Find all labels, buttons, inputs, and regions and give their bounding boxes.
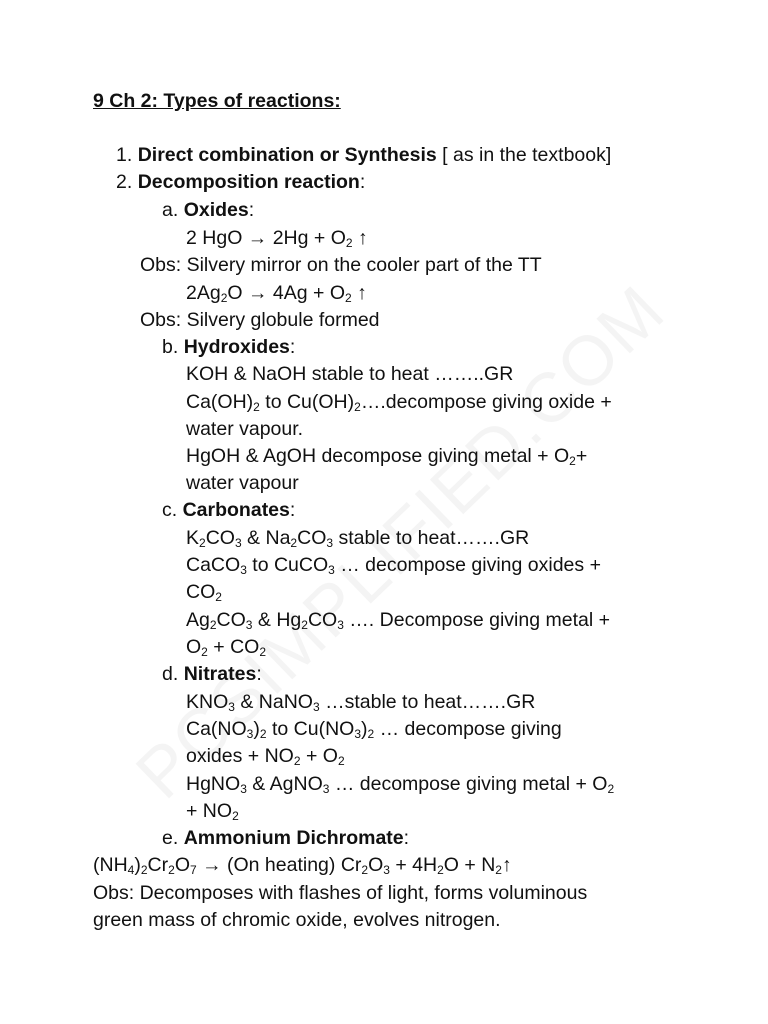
item-number: 2.: [116, 171, 133, 193]
text-part: + NO: [186, 800, 233, 822]
equation-text: O: [174, 854, 190, 876]
subscript: 2: [140, 863, 148, 877]
text-part: Ca(NO: [186, 718, 247, 740]
equation-text: → (On heating) Cr: [196, 854, 362, 876]
equation-text: ↑: [501, 854, 512, 876]
text-part: CO: [186, 581, 216, 603]
subscript: 2: [301, 618, 308, 632]
text-part: … decompose giving: [374, 718, 562, 740]
text-part: HgNO: [186, 773, 241, 795]
subitem-letter: b.: [162, 336, 179, 358]
text-part: CO: [307, 609, 338, 631]
text-line: water vapour: [186, 472, 299, 494]
subitem-carbonates: [162, 498, 295, 522]
subscript: 3: [328, 563, 335, 577]
text-part: ): [253, 718, 260, 740]
subscript: 4: [127, 863, 135, 877]
text-line: [186, 772, 614, 796]
equation-text: ↑: [351, 282, 367, 304]
subitem-oxides: [162, 198, 254, 222]
subitem-letter: c.: [162, 499, 178, 521]
subscript: 2: [290, 536, 298, 550]
subscript: 2: [367, 727, 375, 741]
subitem-colon: :: [248, 199, 255, 221]
text-line: [186, 580, 222, 604]
subscript: 2: [215, 590, 222, 604]
item-heading: Decomposition reaction: [137, 171, 360, 193]
subscript: 2: [232, 809, 239, 823]
text-part: ): [361, 718, 368, 740]
equation-text: 2Ag: [186, 282, 221, 304]
text-line: [186, 444, 587, 468]
text-part: K: [186, 527, 200, 549]
equation-text: O: [368, 854, 384, 876]
subscript: 3: [240, 563, 247, 577]
text-part: CO: [297, 527, 327, 549]
equation-text: (NH: [93, 854, 128, 876]
text-part: & AgNO: [246, 773, 323, 795]
text-part: Ca(OH): [186, 391, 254, 413]
subscript: 2: [569, 454, 576, 468]
text-line: [186, 608, 610, 632]
text-line: [186, 635, 266, 659]
subscript: 2: [220, 291, 228, 305]
subitem-hydroxides: [162, 335, 295, 359]
text-part: oxides + NO: [186, 745, 294, 767]
list-item-synthesis: [116, 143, 611, 167]
text-part: +: [575, 445, 588, 467]
subscript: 7: [189, 863, 197, 877]
text-part: + O: [300, 745, 338, 767]
text-part: Ag: [186, 609, 210, 631]
subscript: 3: [228, 700, 235, 714]
page-title: 9 Ch 2: Types of reactions:: [93, 90, 341, 112]
subitem-letter: d.: [162, 663, 179, 685]
text-part: …stable to heat…….GR: [319, 691, 536, 713]
text-line: water vapour.: [186, 418, 304, 440]
item-number: 1.: [116, 144, 133, 166]
subscript: 3: [354, 727, 362, 741]
text-part: CO: [205, 527, 235, 549]
subscript: 2: [199, 536, 206, 550]
subitem-heading: Oxides: [183, 199, 249, 221]
equation-text: + 4H: [389, 854, 438, 876]
subscript: 2: [607, 782, 615, 796]
subscript: 2: [253, 400, 260, 414]
item-heading: Direct combination or Synthesis: [137, 144, 437, 166]
text-part: KNO: [186, 691, 229, 713]
subitem-colon: :: [289, 336, 296, 358]
subitem-nitrates: [162, 662, 262, 686]
text-part: CO: [216, 609, 246, 631]
equation-text: 2 HgO → 2Hg + O: [186, 227, 346, 249]
subitem-letter: e.: [162, 827, 179, 849]
subscript: 2: [337, 754, 345, 768]
subscript: 3: [234, 536, 242, 550]
text-part: to CuCO: [246, 554, 329, 576]
subitem-colon: :: [256, 663, 262, 685]
text-part: to Cu(OH): [259, 391, 355, 413]
subscript: 2: [354, 400, 361, 414]
subitem-colon: :: [403, 827, 410, 849]
subitem-colon: :: [289, 499, 296, 521]
subitem-heading: Ammonium Dichromate: [183, 827, 404, 849]
text-line: [186, 799, 239, 823]
text-part: … decompose giving oxides +: [334, 554, 601, 576]
subscript: 2: [259, 645, 267, 659]
text-line: [186, 553, 601, 577]
text-line: [186, 690, 535, 714]
subscript: 2: [293, 754, 301, 768]
subscript: 3: [383, 863, 390, 877]
text-part: O: [186, 636, 202, 658]
text-part: to Cu(NO: [266, 718, 355, 740]
text-part: ….decompose giving oxide +: [360, 391, 612, 413]
equation-text: Cr: [147, 854, 169, 876]
subscript: 2: [361, 863, 369, 877]
equation-text: O + N: [443, 854, 496, 876]
text-part: & NaNO: [234, 691, 313, 713]
subitem-heading: Hydroxides: [183, 336, 290, 358]
text-line: [186, 390, 612, 414]
equation-text: O → 4Ag + O: [227, 282, 345, 304]
text-line: [186, 717, 562, 741]
subscript: 2: [437, 863, 444, 877]
text-line: KOH & NaOH stable to heat ……..GR: [186, 363, 514, 385]
equation-ag2o: [186, 281, 367, 305]
subscript: 2: [259, 727, 267, 741]
subitem-ammonium-dichromate: [162, 826, 409, 850]
equation-text: ↑: [352, 227, 368, 249]
item-text: [ as in the textbook]: [436, 144, 612, 166]
list-item-decomposition: [116, 170, 365, 194]
equation-dichromate: [93, 853, 512, 877]
subscript: 3: [246, 727, 254, 741]
subscript: 3: [245, 618, 253, 632]
equation-hgo: [186, 226, 368, 250]
subscript: 2: [495, 863, 502, 877]
text-part: … decompose giving metal + O: [329, 773, 608, 795]
subscript: 2: [345, 236, 353, 250]
equation-text: ): [134, 854, 141, 876]
observation-text: Obs: Silvery mirror on the cooler part of the TT: [140, 254, 542, 276]
subitem-letter: a.: [162, 199, 179, 221]
text-part: stable to heat…….GR: [333, 527, 530, 549]
subscript: 3: [240, 782, 247, 796]
subitem-heading: Nitrates: [183, 663, 257, 685]
observation-text: Obs: Silvery globule formed: [140, 309, 380, 331]
text-part: HgOH & AgOH decompose giving metal + O: [186, 445, 570, 467]
text-part: CaCO: [186, 554, 241, 576]
text-line: [186, 744, 345, 768]
subscript: 3: [337, 618, 344, 632]
subscript: 2: [201, 645, 208, 659]
text-part: & Hg: [252, 609, 302, 631]
text-part: …. Decompose giving metal +: [343, 609, 610, 631]
subscript: 3: [326, 536, 334, 550]
text-part: & Na: [241, 527, 291, 549]
observation-text: green mass of chromic oxide, evolves nitrogen.: [93, 909, 501, 931]
subscript: 2: [209, 618, 217, 632]
text-part: + CO: [207, 636, 260, 658]
subscript: 2: [168, 863, 175, 877]
subscript: 3: [322, 782, 330, 796]
item-text: :: [359, 171, 366, 193]
text-line: [186, 526, 529, 550]
subitem-heading: Carbonates: [182, 499, 290, 521]
observation-text: Obs: Decomposes with flashes of light, forms voluminous: [93, 882, 588, 904]
subscript: 3: [312, 700, 320, 714]
subscript: 2: [344, 291, 352, 305]
